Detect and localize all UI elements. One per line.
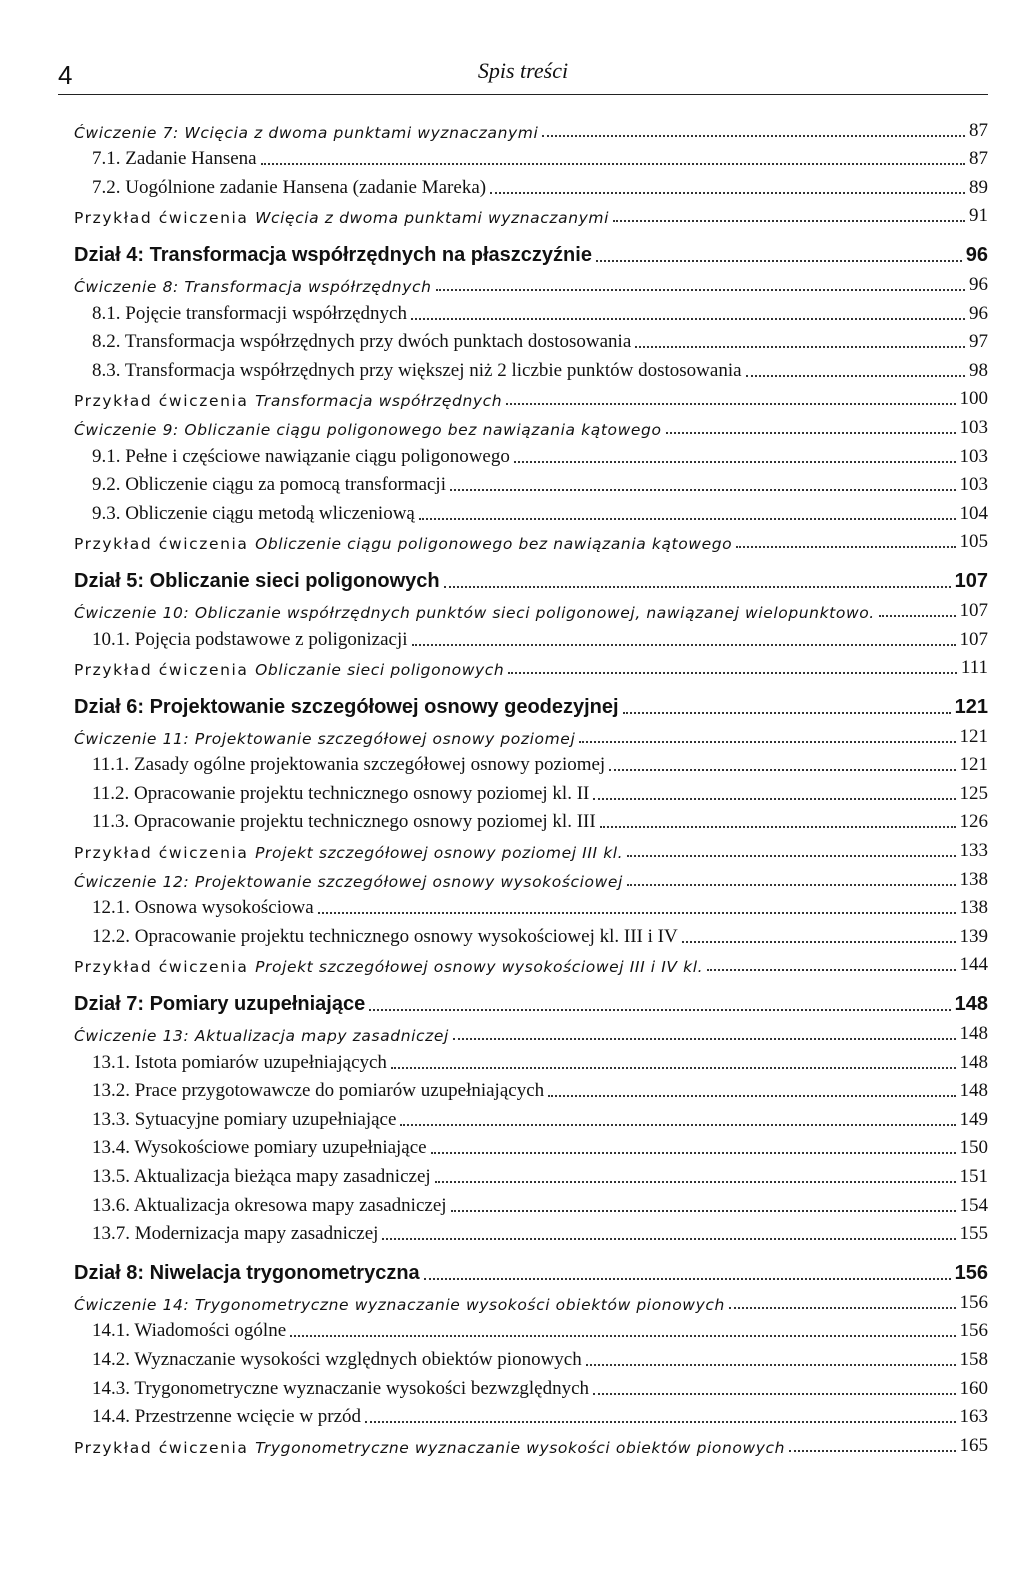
toc-page-number: 156 [954, 1262, 988, 1285]
dot-leader [369, 1009, 950, 1011]
dot-leader [548, 1095, 955, 1097]
toc-entry-title: 13.5. Aktualizacja bieżąca mapy zasadniczej [92, 1166, 431, 1187]
toc-entry-exercise [74, 1016, 988, 1045]
toc-entry-sub [74, 1342, 988, 1371]
example-prefix: Przykład ćwiczenia [74, 958, 256, 977]
toc-entry-title: 12.1. Osnowa wysokościowa [92, 897, 314, 919]
toc-entry-title: Dział 8: Niwelacja trygonometryczna [74, 1262, 420, 1285]
example-prefix: Przykład ćwiczenia [74, 1438, 256, 1457]
toc-page-number: 105 [959, 531, 988, 553]
dot-leader [435, 1181, 956, 1183]
toc-entry-title: 12.2. Opracowanie projektu technicznego osnowy wysokościowej kl. III i IV [92, 925, 678, 947]
toc-entry-title: Ćwiczenie 14: Trygonometryczne wyznaczanie wysokości obiektów pionowych [74, 1295, 725, 1314]
toc-entry-title: 14.2. Wyznaczanie wysokości względnych obiektów pionowych [92, 1348, 582, 1370]
toc-entry-title [74, 844, 623, 862]
toc-entry-title: 11.2. Opracowanie projektu technicznego osnowy poziomej kl. II [92, 782, 590, 804]
toc-entry-title: Dział 4: Transformacja współrzędnych na płaszczyźnie [74, 244, 592, 267]
toc-entry-title: 8.3. Transformacja współrzędnych przy większej niż 2 liczbie punktów dostosowania [92, 359, 742, 381]
toc-entry-sub [74, 496, 988, 525]
dot-leader [729, 1307, 956, 1309]
toc-entry-title: 7.1. Zadanie Hansena [92, 148, 257, 170]
toc-page-number: 163 [959, 1406, 988, 1428]
toc-entry-sub [74, 805, 988, 834]
toc-page-number: 126 [959, 811, 988, 833]
toc-entry-title: 10.1. Pojęcia podstawowe z poligonizacji [92, 628, 408, 650]
toc-entry-section [74, 687, 988, 719]
toc-entry-title: 8.2. Transformacja współrzędnych przy dwóch punktach dostosowania [92, 331, 632, 353]
dot-leader [453, 1038, 956, 1040]
toc-entry-example [74, 833, 988, 862]
toc-page-number: 165 [959, 1434, 988, 1456]
toc-entry-sub [74, 1102, 988, 1131]
dot-leader [261, 163, 965, 165]
example-prefix: Przykład ćwiczenia [74, 209, 256, 228]
toc-entry-title: 13.1. Istota pomiarów uzupełniających [92, 1051, 387, 1073]
dot-leader [635, 346, 965, 348]
toc-page-number: 121 [959, 754, 988, 776]
toc-entry-title: Ćwiczenie 8: Transformacja współrzędnych [74, 277, 432, 296]
toc-entry-exercise [74, 1285, 988, 1314]
dot-leader [736, 546, 955, 548]
dot-leader [424, 1278, 951, 1280]
toc-page-number: 138 [959, 868, 988, 890]
toc-page-number: 104 [959, 502, 988, 524]
toc-entry-title [74, 958, 703, 976]
toc-page-number: 89 [969, 176, 988, 198]
dot-leader [382, 1238, 955, 1240]
dot-leader [508, 672, 957, 674]
toc-entry-title: 14.1. Wiadomości ogólne [92, 1320, 287, 1342]
toc-entry-sub [74, 622, 988, 651]
toc-page-number: 133 [959, 840, 988, 862]
dot-leader [400, 1124, 955, 1126]
dot-leader [391, 1067, 956, 1069]
dot-leader [506, 403, 955, 405]
toc-entry-title: 11.3. Opracowanie projektu technicznego osnowy poziomej kl. III [92, 811, 596, 833]
toc-entry-title: 9.1. Pełne i częściowe nawiązanie ciągu poligonowego [92, 445, 510, 467]
dot-leader [490, 192, 965, 194]
toc-entry-title: 11.1. Zasady ogólne projektowania szczegółowej osnowy poziomej [92, 754, 606, 776]
dot-leader [593, 1393, 955, 1395]
dot-leader [450, 489, 956, 491]
toc-entry-title: 9.3. Obliczenie ciągu metodą wliczeniową [92, 502, 415, 524]
example-title: Transformacja współrzędnych [255, 392, 503, 411]
toc-page-number: 125 [959, 782, 988, 804]
toc-page-number: 155 [959, 1223, 988, 1245]
toc-entry-title: Dział 5: Obliczanie sieci poligonowych [74, 570, 440, 593]
page-header [58, 54, 988, 95]
dot-leader [593, 798, 955, 800]
toc-entry-exercise [74, 593, 988, 622]
toc-entry-section [74, 984, 988, 1016]
toc-entry-sub [74, 1371, 988, 1400]
dot-leader [318, 912, 956, 914]
toc-entry-title: 7.2. Uogólnione zadanie Hansena (zadanie Mareka) [92, 176, 487, 198]
dot-leader [627, 884, 956, 886]
dot-leader [451, 1210, 956, 1212]
toc-entry-sub [74, 891, 988, 920]
toc-page-number: 97 [969, 331, 988, 353]
toc-entry-title: 13.4. Wysokościowe pomiary uzupełniające [92, 1137, 427, 1159]
toc-page-number: 107 [959, 599, 988, 621]
toc-entry-sub [74, 1217, 988, 1246]
toc-entry-sub [74, 353, 988, 382]
toc-entry-sub [74, 1188, 988, 1217]
toc-page-number: 150 [959, 1137, 988, 1159]
toc-entry-sub [74, 325, 988, 354]
toc-page-number: 103 [959, 474, 988, 496]
toc-entry-section [74, 561, 988, 593]
example-prefix: Przykład ćwiczenia [74, 392, 256, 411]
toc-page-number: 103 [959, 445, 988, 467]
dot-leader [627, 855, 955, 857]
toc-entry-exercise [74, 267, 988, 296]
toc-page-number: 156 [959, 1320, 988, 1342]
dot-leader [682, 941, 956, 943]
toc-page-number: 96 [969, 302, 988, 324]
dot-leader [666, 432, 956, 434]
toc-page-number: 96 [965, 244, 988, 267]
toc-entry-sub [74, 748, 988, 777]
toc-page-number: 149 [959, 1108, 988, 1130]
toc-page-number: 103 [959, 416, 988, 438]
dot-leader [365, 1421, 955, 1423]
running-title: Spis treści [477, 58, 569, 83]
toc-entry-sub [74, 1131, 988, 1160]
toc-entry-title: 14.3. Trygonometryczne wyznaczanie wysokości bezwzględnych [92, 1377, 590, 1399]
toc-entry-title [74, 209, 609, 227]
dot-leader [431, 1152, 956, 1154]
toc-entry-title: 13.3. Sytuacyjne pomiary uzupełniające [92, 1108, 397, 1130]
toc-entry-sub [74, 170, 988, 199]
toc-page-number: 151 [959, 1166, 988, 1187]
toc-page-number: 107 [959, 628, 988, 650]
toc-page-number: 154 [959, 1194, 988, 1216]
toc-page-number: 100 [959, 388, 988, 410]
example-prefix: Przykład ćwiczenia [74, 661, 256, 680]
toc-entry-example [74, 199, 988, 228]
toc-entry-sub [74, 439, 988, 468]
dot-leader [419, 518, 956, 520]
toc-entry-title: Ćwiczenie 7: Wcięcia z dwoma punktami wyznaczanymi [74, 123, 539, 142]
toc-page-number: 87 [969, 119, 988, 141]
toc-page-number: 121 [959, 725, 988, 747]
toc-entry-exercise [74, 410, 988, 439]
toc-entry-example [74, 382, 988, 411]
dot-leader [789, 1450, 955, 1452]
toc-page-number: 139 [959, 925, 988, 947]
toc-entry-sub [74, 776, 988, 805]
example-title: Trygonometryczne wyznaczanie wysokości obiektów pionowych [255, 1438, 786, 1457]
toc-entry-title: Ćwiczenie 10: Obliczanie współrzędnych punktów sieci poligonowej, nawiązanej wielopunktowo. [74, 603, 875, 622]
toc-entry-title [74, 535, 732, 553]
toc-entry-sub [74, 1314, 988, 1343]
table-of-contents [74, 113, 988, 1457]
toc-entry-sub [74, 468, 988, 497]
toc-entry-title: 14.4. Przestrzenne wcięcie w przód [92, 1406, 362, 1428]
dot-leader [542, 135, 965, 137]
toc-entry-sub [74, 296, 988, 325]
toc-page-number: 98 [969, 359, 988, 381]
toc-entry-title: Ćwiczenie 13: Aktualizacja mapy zasadniczej [74, 1027, 449, 1046]
dot-leader [444, 586, 951, 588]
toc-entry-title: 13.6. Aktualizacja okresowa mapy zasadniczej [92, 1194, 447, 1216]
dot-leader [623, 712, 951, 714]
example-prefix: Przykład ćwiczenia [74, 535, 256, 554]
toc-entry-sub [74, 919, 988, 948]
toc-entry-sub [74, 142, 988, 171]
toc-entry-title [74, 661, 504, 679]
dot-leader [436, 289, 965, 291]
example-title: Obliczenie ciągu poligonowego bez nawiązania kątowego [255, 535, 733, 554]
toc-page-number: 121 [954, 696, 988, 719]
toc-entry-title: 8.1. Pojęcie transformacji współrzędnych [92, 302, 407, 324]
toc-entry-sub [74, 1159, 988, 1188]
dot-leader [600, 826, 956, 828]
dot-leader [746, 375, 965, 377]
example-prefix: Przykład ćwiczenia [74, 844, 256, 863]
dot-leader [290, 1335, 955, 1337]
example-title: Projekt szczegółowej osnowy wysokościowej III i IV kl. [255, 958, 704, 977]
example-title: Wcięcia z dwoma punktami wyznaczanymi [255, 209, 610, 228]
toc-page-number: 91 [969, 205, 988, 227]
dot-leader [879, 615, 956, 617]
toc-entry-exercise [74, 862, 988, 891]
toc-entry-section [74, 235, 988, 267]
toc-entry-sub [74, 1400, 988, 1429]
toc-entry-title: Dział 6: Projektowanie szczegółowej osnowy geodezyjnej [74, 696, 619, 719]
toc-entry-exercise [74, 113, 988, 142]
toc-entry-title [74, 392, 502, 410]
dot-leader [411, 318, 965, 320]
toc-page-number: 138 [959, 897, 988, 919]
toc-entry-example [74, 1428, 988, 1457]
example-title: Obliczanie sieci poligonowych [255, 661, 505, 680]
toc-entry-example [74, 948, 988, 977]
toc-entry-sub [74, 1074, 988, 1103]
toc-entry-title: Ćwiczenie 12: Projektowanie szczegółowej osnowy wysokościowej [74, 872, 623, 891]
dot-leader [707, 969, 955, 971]
toc-entry-example [74, 525, 988, 554]
toc-page-number: 160 [959, 1377, 988, 1399]
dot-leader [613, 220, 965, 222]
toc-page-number: 111 [960, 657, 988, 679]
toc-entry-title: 13.2. Prace przygotowawcze do pomiarów uzupełniających [92, 1080, 545, 1102]
dot-leader [579, 741, 955, 743]
toc-page-number: 87 [969, 148, 988, 170]
toc-page-number: 96 [969, 273, 988, 295]
toc-page-number: 158 [959, 1348, 988, 1370]
dot-leader [609, 769, 955, 771]
toc-page-number: 107 [954, 570, 988, 593]
toc-entry-sub [74, 1045, 988, 1074]
toc-entry-title [74, 1439, 785, 1457]
dot-leader [586, 1364, 956, 1366]
toc-entry-exercise [74, 719, 988, 748]
toc-entry-section [74, 1253, 988, 1285]
dot-leader [412, 644, 956, 646]
dot-leader [514, 461, 956, 463]
toc-entry-example [74, 651, 988, 680]
toc-entry-title: 9.2. Obliczenie ciągu za pomocą transformacji [92, 474, 446, 496]
page-number: 4 [58, 60, 73, 90]
dot-leader [596, 260, 962, 262]
toc-entry-title: Ćwiczenie 9: Obliczanie ciągu poligonowego bez nawiązania kątowego [74, 420, 662, 439]
toc-page-number: 148 [959, 1023, 988, 1045]
toc-page-number: 148 [959, 1080, 988, 1102]
toc-entry-title: Ćwiczenie 11: Projektowanie szczegółowej osnowy poziomej [74, 729, 576, 748]
toc-entry-title: Dział 7: Pomiary uzupełniające [74, 993, 366, 1016]
toc-page-number: 148 [959, 1051, 988, 1073]
toc-page-number: 156 [959, 1291, 988, 1313]
toc-entry-title: 13.7. Modernizacja mapy zasadniczej [92, 1223, 379, 1245]
toc-page-number: 148 [954, 993, 988, 1016]
toc-page-number: 144 [959, 954, 988, 976]
example-title: Projekt szczegółowej osnowy poziomej III kl. [255, 844, 624, 863]
